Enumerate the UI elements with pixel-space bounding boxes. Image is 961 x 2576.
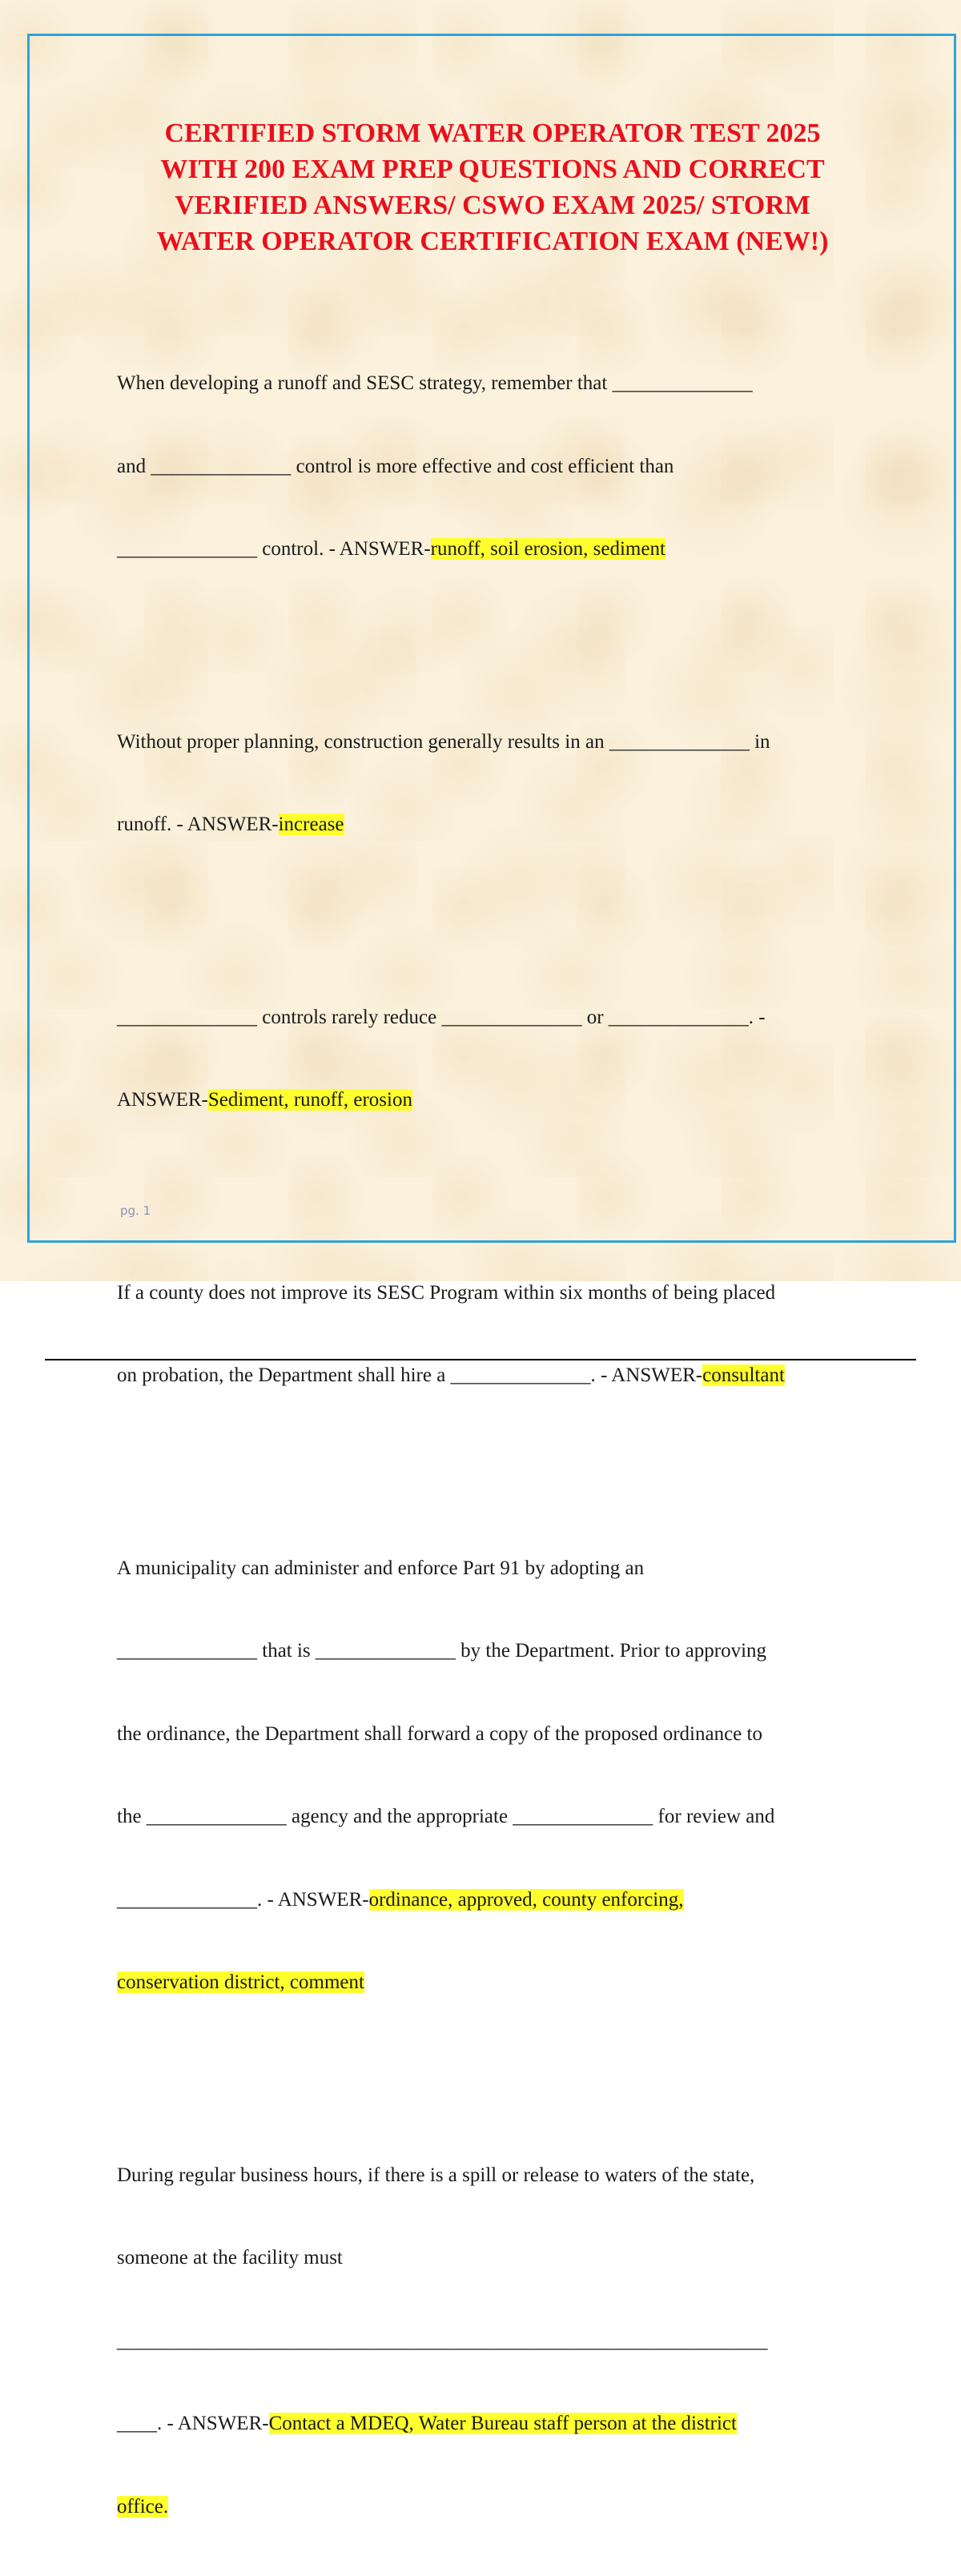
- question-answer-line: [117, 536, 878, 564]
- question-text-line: _________________________________________________________________: [117, 2328, 878, 2356]
- question-3: [117, 949, 878, 1170]
- answer-prefix: runoff. - ANSWER-: [117, 814, 279, 835]
- question-text-line: During regular business hours, if there is a spill or release to waters of the state,: [117, 2162, 878, 2190]
- question-text-line: someone at the facility must: [117, 2244, 878, 2273]
- answer-prefix: ANSWER-: [117, 1089, 208, 1111]
- question-text-line: and ______________ control is more effective and cost efficient than: [117, 453, 878, 481]
- question-answer-line: [117, 2410, 878, 2438]
- question-1: [117, 315, 878, 619]
- answer-highlight: ordinance, approved, county enforcing,: [369, 1889, 684, 1911]
- title-line: CERTIFIED STORM WATER OPERATOR TEST 2025: [80, 115, 905, 151]
- page-number: pg. 1: [120, 1204, 151, 1218]
- question-text-line: When developing a runoff and SESC strategy, remember that ______________: [117, 370, 878, 398]
- question-answer-line: [117, 1969, 878, 1997]
- question-answer-line: [117, 2494, 878, 2522]
- question-answer-line: [117, 1087, 878, 1115]
- question-text-line: A municipality can administer and enforce Part 91 by adopting an: [117, 1555, 878, 1583]
- answer-prefix: on probation, the Department shall hire a ______________. - ANSWER-: [117, 1364, 702, 1386]
- answer-highlight: Contact a MDEQ, Water Bureau staff person at the district: [269, 2413, 737, 2434]
- title-line: WATER OPERATOR CERTIFICATION EXAM (NEW!): [80, 223, 905, 259]
- answer-highlight: conservation district, comment: [117, 1971, 364, 1993]
- question-text-line: Without proper planning, construction generally results in an ______________ in: [117, 729, 878, 757]
- question-text-line: ______________ that is ______________ by the Department. Prior to approving: [117, 1638, 878, 1666]
- question-list: [117, 315, 878, 2576]
- question-6: [117, 2107, 878, 2576]
- title-line: WITH 200 EXAM PREP QUESTIONS AND CORRECT: [80, 151, 905, 187]
- answer-highlight: Sediment, runoff, erosion: [208, 1089, 412, 1111]
- question-5: [117, 1500, 878, 2052]
- question-text-line: ______________ controls rarely reduce ______________ or ______________. -: [117, 1004, 878, 1032]
- question-answer-line: [117, 811, 878, 839]
- question-2: [117, 673, 878, 894]
- question-answer-line: [117, 1362, 878, 1390]
- question-text-line: If a county does not improve its SESC Program within six months of being placed: [117, 1280, 878, 1308]
- title-line: VERIFIED ANSWERS/ CSWO EXAM 2025/ STORM: [80, 187, 905, 223]
- answer-highlight: office.: [117, 2496, 168, 2518]
- answer-prefix: ______________. - ANSWER-: [117, 1889, 369, 1911]
- answer-prefix: ______________ control. - ANSWER-: [117, 538, 431, 560]
- question-answer-line: [117, 1887, 878, 1915]
- question-4: [117, 1224, 878, 1445]
- answer-highlight: consultant: [702, 1364, 785, 1386]
- question-text-line: the ordinance, the Department shall forward a copy of the proposed ordinance to: [117, 1721, 878, 1749]
- bottom-divider: [45, 1359, 916, 1360]
- answer-prefix: ____. - ANSWER-: [117, 2413, 269, 2434]
- document-title: [80, 115, 905, 259]
- question-text-line: the ______________ agency and the appropriate ______________ for review and: [117, 1803, 878, 1831]
- answer-highlight: runoff, soil erosion, sediment: [431, 538, 665, 560]
- answer-highlight: increase: [279, 814, 344, 835]
